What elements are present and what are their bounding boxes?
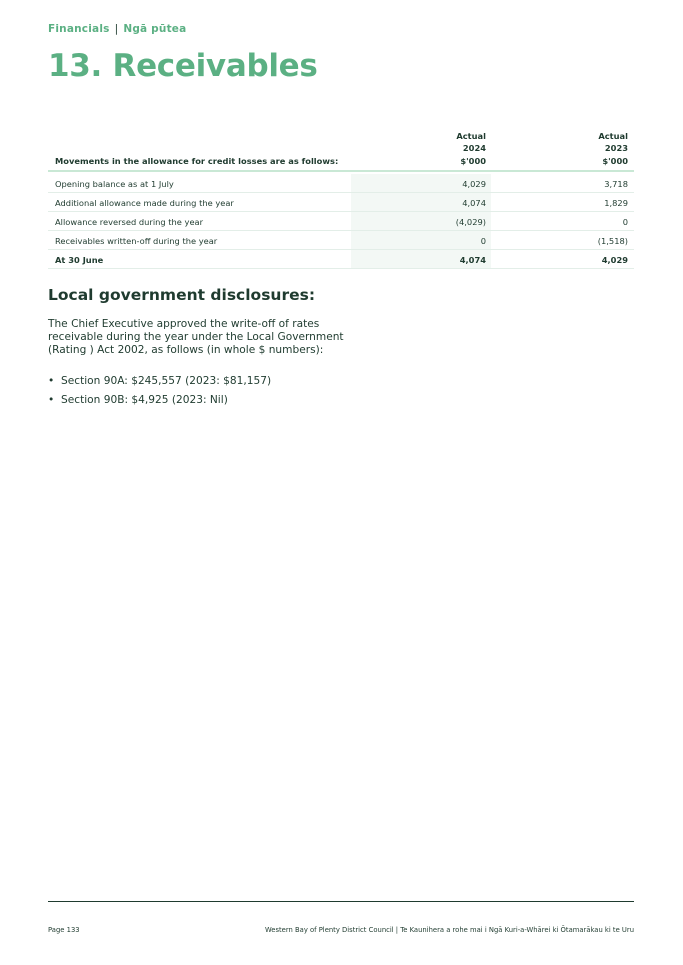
column-header-2023-line3: $'000	[602, 155, 628, 166]
row-value-2024: 0	[480, 236, 486, 246]
column-header-2024-line3: $'000	[460, 155, 486, 166]
row-label: Additional allowance made during the year	[55, 198, 234, 208]
total-label: At 30 June	[55, 255, 104, 265]
footer-divider	[48, 901, 634, 902]
bullet-icon: •	[48, 394, 55, 406]
list-item	[48, 394, 271, 413]
disclosures-paragraph: The Chief Executive approved the write-off of rates receivable during the year under the Local Government (Rating ) Act 2002, as follows (in whole $ numbers):	[48, 318, 344, 356]
disclosures-list	[48, 375, 271, 413]
list-item-text: Section 90B: $4,925 (2023: Nil)	[61, 394, 228, 406]
column-header-2024	[406, 130, 486, 168]
table-row	[48, 193, 634, 212]
table-total-row	[48, 250, 634, 269]
row-value-2023: 0	[622, 217, 628, 227]
column-header-2023-line2: 2023	[604, 143, 628, 153]
list-item-text: Section 90A: $245,557 (2023: $81,157)	[61, 375, 272, 387]
bullet-icon: •	[48, 375, 55, 387]
allowance-table	[48, 130, 634, 269]
row-label: Opening balance as at 1 July	[55, 179, 174, 189]
column-header-2024-line2: 2024	[462, 143, 486, 153]
row-value-2023: (1,518)	[597, 236, 628, 246]
page-title: 13. Receivables	[48, 48, 318, 84]
row-value-2024: (4,029)	[455, 217, 486, 227]
row-value-2024: 4,029	[462, 179, 486, 189]
disclosures-heading: Local government disclosures:	[48, 286, 316, 304]
row-label: Allowance reversed during the year	[55, 217, 204, 227]
table-header	[48, 130, 634, 172]
breadcrumb-section: Financials	[48, 23, 110, 35]
table-row	[48, 212, 634, 231]
total-value-2023: 4,029	[601, 255, 628, 265]
table-row	[48, 174, 634, 193]
column-header-2024-line1: Actual	[456, 130, 486, 141]
row-value-2023: 1,829	[604, 198, 628, 208]
row-value-2023: 3,718	[604, 179, 628, 189]
total-value-2024: 4,074	[459, 255, 486, 265]
table-description-header: Movements in the allowance for credit losses are as follows:	[55, 156, 339, 166]
breadcrumb-subsection: Ngā pūtea	[123, 23, 187, 35]
column-header-2023-line1: Actual	[598, 130, 628, 141]
page-number: Page 133	[48, 926, 80, 934]
row-value-2024: 4,074	[462, 198, 486, 208]
breadcrumb	[48, 23, 186, 35]
list-item	[48, 375, 271, 394]
table-row	[48, 231, 634, 250]
column-header-2023	[548, 130, 628, 168]
table-body	[48, 174, 634, 269]
breadcrumb-separator: |	[114, 23, 119, 35]
footer-organisation: Western Bay of Plenty District Council | Te Kaunihera a rohe mai i Ngā Kuri-a-Whārei ki Ōtamarākau ki te Uru	[264, 926, 634, 934]
row-label: Receivables written-off during the year	[55, 236, 218, 246]
